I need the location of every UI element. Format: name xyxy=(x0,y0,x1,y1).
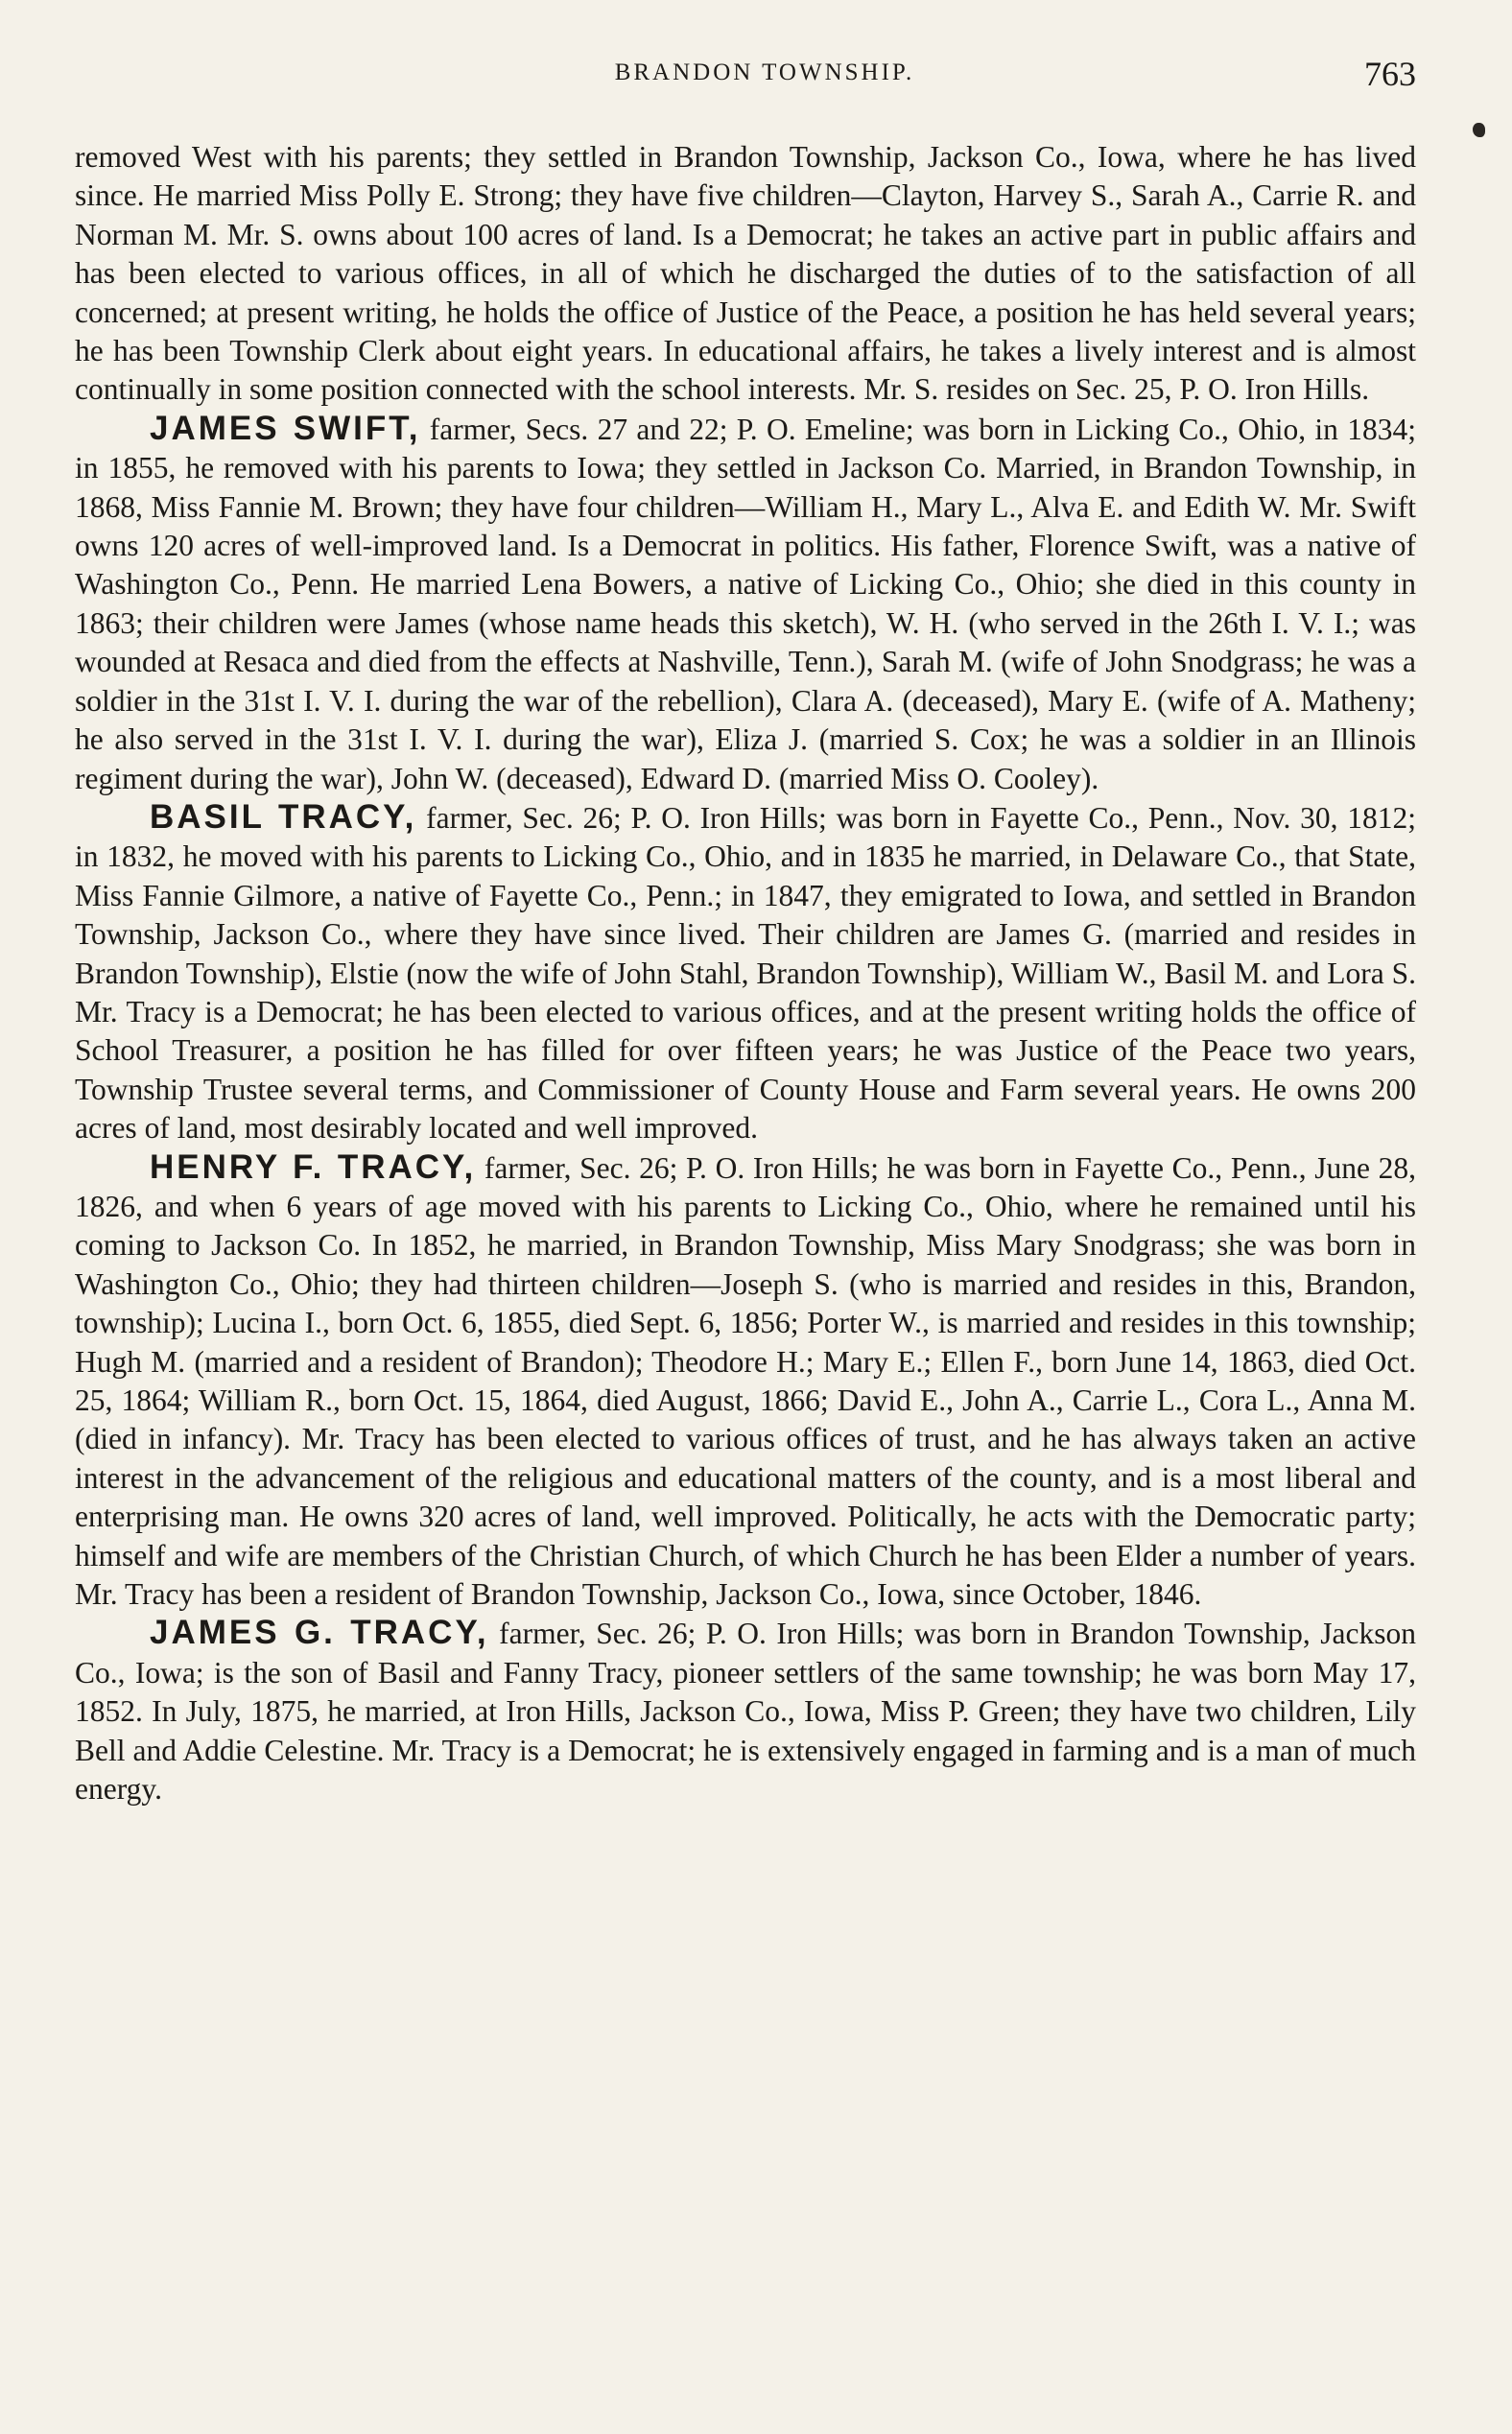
entry-name: JAMES G. TRACY, xyxy=(150,1614,489,1652)
page-number: 763 xyxy=(1364,55,1416,93)
entry-henry-f-tracy xyxy=(75,1148,1416,1615)
entry-james-swift xyxy=(75,410,1416,798)
ink-mark xyxy=(1473,123,1485,137)
biography-text xyxy=(75,138,1416,1808)
entry-text: farmer, Sec. 26; P. O. Iron Hills; was born in Fayette Co., Penn., Nov. 30, 1812; in 1832, he moved with his parents to Licking Co., Ohio, and in 1835 he married, in Delaware Co., that State, Miss Fannie Gilmore, a native of Fayette Co., Penn.; in 1847, they emigrated to Iowa, and settled in Brandon Township, Jackson Co., where they have since lived. Their children are James G. (married and resides in Brandon Township), Elstie (now the wife of John Stahl, Brandon Township), William W., Basil M. and Lora S. Mr. Tracy is a Democrat; he has been elected to various offices, and at the present writing holds the office of School Treasurer, a position he has filled for over fifteen years; he was Justice of the Peace two years, Township Trustee several terms, and Commissioner of County House and Farm several years. He owns 200 acres of land, most desirably located and well improved. xyxy=(75,800,1416,1146)
entry-james-g-tracy xyxy=(75,1614,1416,1808)
entry-basil-tracy xyxy=(75,798,1416,1148)
entry-name: JAMES SWIFT, xyxy=(150,409,421,447)
entry-name: HENRY F. TRACY, xyxy=(150,1147,477,1186)
entry-text: farmer, Sec. 26; P. O. Iron Hills; was born in Brandon Township, Jackson Co., Iowa; is the son of Basil and Fanny Tracy, pioneer settlers of the same township; he was born May 17, 1852. In July, 1875, he married, at Iron Hills, Jackson Co., Iowa, Miss P. Green; they have two children, Lily Bell and Addie Celestine. Mr. Tracy is a Democrat; he is extensively engaged in farming and is a man of much energy. xyxy=(75,1617,1416,1807)
entry-text: farmer, Sec. 26; P. O. Iron Hills; he was born in Fayette Co., Penn., June 28, 1826, and when 6 years of age moved with his parents to Licking Co., Ohio, where he remained until his coming to Jackson Co. In 1852, he married, in Brandon Township, Miss Mary Snodgrass; she was born in Washington Co., Ohio; they had thirteen children—Joseph S. (who is married and resides in this, Brandon, township); Lucina I., born Oct. 6, 1855, died Sept. 6, 1856; Porter W., is married and resides in this township; Hugh M. (married and a resident of Brandon); Theodore H.; Mary E.; Ellen F., born June 14, 1863, died Oct. 25, 1864; William R., born Oct. 15, 1864, died August, 1866; David E., John A., Carrie L., Cora L., Anna M. (died in infancy). Mr. Tracy has been elected to various offices of trust, and he has always taken an active interest in the advancement of the religious and educational matters of the county, and is a most liberal and enterprising man. He owns 320 acres of land, well improved. Politically, he acts with the Democratic party; himself and wife are members of the Christian Church, of which Church he has been Elder a number of years. Mr. Tracy has been a resident of Brandon Township, Jackson Co., Iowa, since October, 1846. xyxy=(75,1150,1417,1612)
entry-name: BASIL TRACY, xyxy=(150,797,417,836)
entry-text: farmer, Secs. 27 and 22; P. O. Emeline; was born in Licking Co., Ohio, in 1834; in 1855, he removed with his parents to Iowa; they settled in Jackson Co. Married, in Brandon Township, in 1868, Miss Fannie M. Brown; they have four children—William H., Mary L., Alva E. and Edith W. Mr. Swift owns 120 acres of well-improved land. Is a Democrat in politics. His father, Florence Swift, was a native of Washington Co., Penn. He married Lena Bowers, a native of Licking Co., Ohio; she died in this county in 1863; their children were James (whose name heads this sketch), W. H. (who served in the 26th I. V. I.; was wounded at Resaca and died from the effects at Nashville, Tenn.), Sarah M. (wife of John Snodgrass; he was a soldier in the 31st I. V. I. during the war of the rebellion), Clara A. (deceased), Mary E. (wife of A. Matheny; he also served in the 31st I. V. I. during the war), Eliza J. (married S. Cox; he was a soldier in an Illinois regiment during the war), John W. (deceased), Edward D. (married Miss O. Cooley). xyxy=(75,412,1416,795)
running-head xyxy=(75,56,1416,113)
paragraph-text: removed West with his parents; they settled in Brandon Township, Jackson Co., Iowa, where he has lived since. He married Miss Polly E. Strong; they have five children—Clayton, Harvey S., Sarah A., Carrie R. and Norman M. Mr. S. owns about 100 acres of land. Is a Democrat; he takes an active part in public affairs and has been elected to various offices, in all of which he discharged the duties of to the satisfaction of all concerned; at present writing, he holds the office of Justice of the Peace, a position he has held several years; he has been Township Clerk about eight years. In educational affairs, he takes a lively interest and is almost continually in some position connected with the school interests. Mr. S. resides on Sec. 25, P. O. Iron Hills. xyxy=(75,140,1416,407)
paragraph-continuation xyxy=(75,138,1416,410)
running-title: BRANDON TOWNSHIP. xyxy=(614,59,915,85)
